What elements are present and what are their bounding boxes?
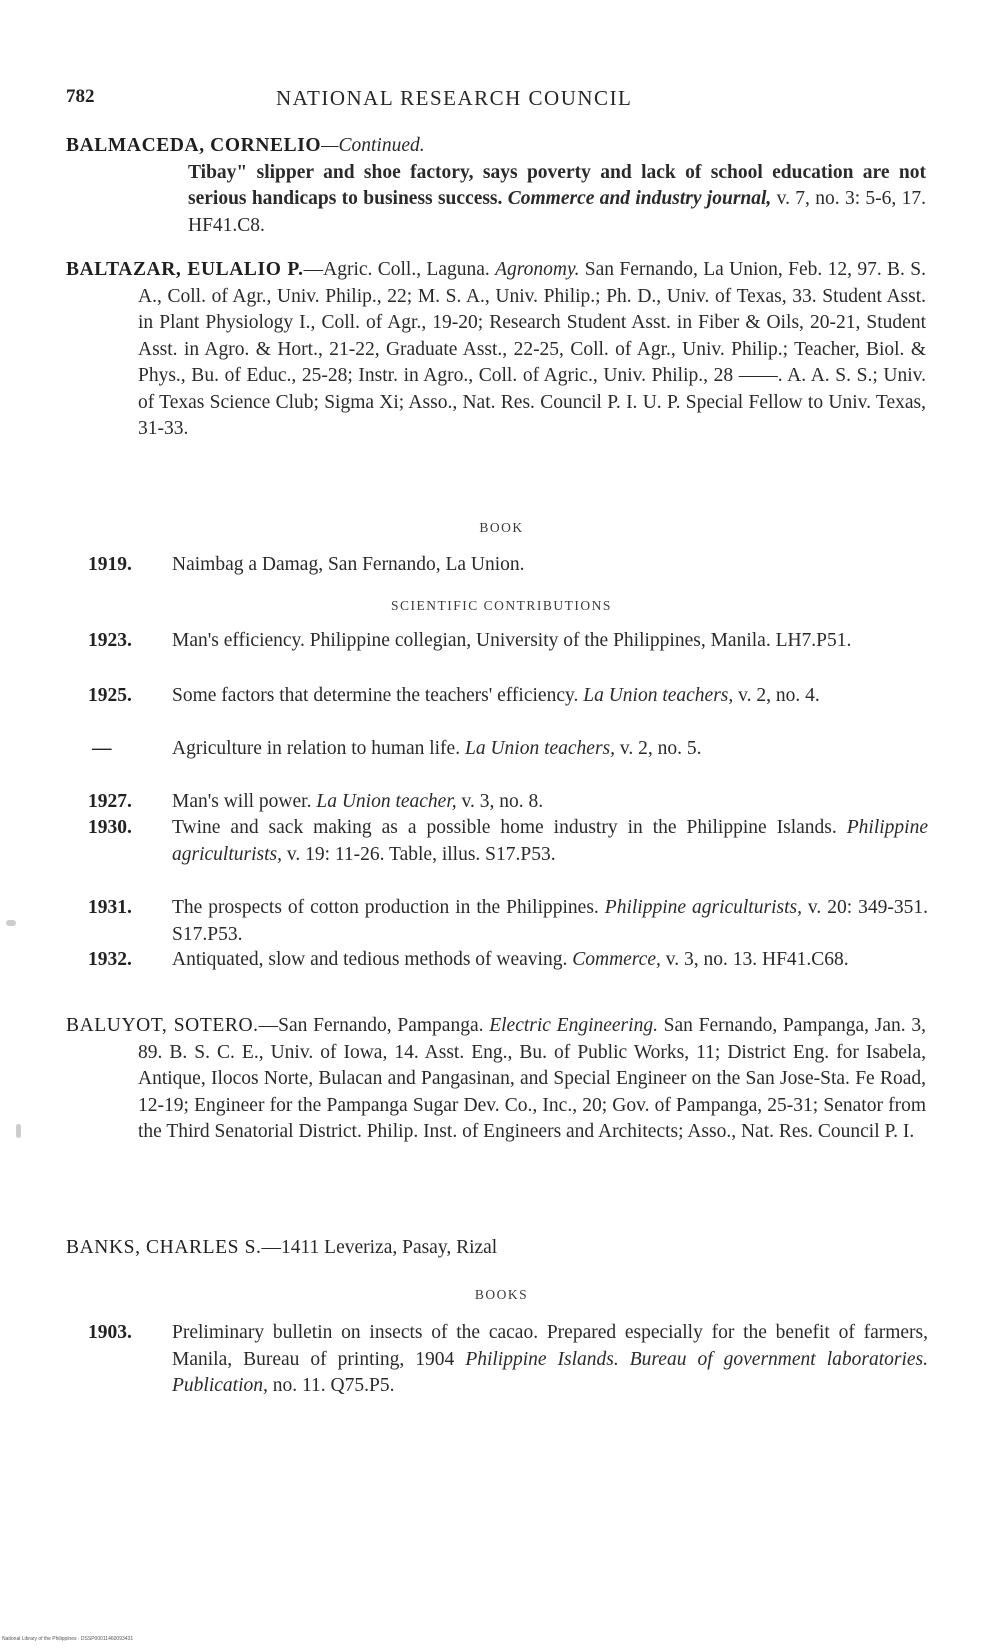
publication-citation: no. 11. Q75.P5. xyxy=(267,1375,395,1396)
contribution-item xyxy=(88,815,928,868)
contribution-citation: v. 2, no. 4. xyxy=(733,685,820,706)
contribution-citation: v. 3, no. 8. xyxy=(456,791,544,812)
footer-note: National Library of the Philippines · DSSP00011460093431 xyxy=(2,1636,134,1642)
publication-item xyxy=(88,1320,928,1400)
contribution-title: Some factors that determine the teachers' efficiency. xyxy=(172,685,584,706)
section-heading-scientific: SCIENTIFIC CONTRIBUTIONS xyxy=(391,598,612,613)
contribution-title: Antiquated, slow and tedious methods of weaving. xyxy=(172,949,573,970)
publication-year: 1903. xyxy=(88,1322,132,1343)
contribution-journal: Philippine agriculturists, xyxy=(172,817,928,865)
contribution-text xyxy=(172,947,928,974)
contribution-item xyxy=(88,947,928,974)
contribution-citation: v. 20: 349-351. S17.P53. xyxy=(172,897,929,945)
contribution-citation: v. 2, no. 5. xyxy=(615,738,702,759)
scan-mark xyxy=(16,1124,21,1138)
entry-affiliation: —1411 Leveriza, Pasay, Rizal xyxy=(261,1237,498,1258)
entry-field: Electric Engineering. xyxy=(489,1015,658,1036)
contribution-journal: Philippine agriculturists, xyxy=(604,897,802,918)
contribution-year: 1931. xyxy=(88,897,132,918)
publication-series: Philippine Islands. Bureau of government laboratories. Publication, xyxy=(172,1348,928,1396)
contribution-text xyxy=(172,736,928,763)
section-heading-books: BOOKS xyxy=(474,1287,529,1302)
contribution-title: Man's efficiency. Philippine collegian, University of the Philippines, Manila. LH7.P51. xyxy=(172,630,852,651)
contribution-item xyxy=(88,736,928,763)
journal-title: Commerce and industry journal, xyxy=(507,188,772,209)
entry-baltazar xyxy=(66,257,926,443)
entry-name: BALMACEDA, CORNELIO xyxy=(66,135,322,156)
contribution-year: 1923. xyxy=(88,630,132,651)
running-title: NATIONAL RESEARCH COUNCIL xyxy=(276,86,633,110)
contribution-text xyxy=(172,628,928,655)
entry-name: BALTAZAR, EULALIO P. xyxy=(66,259,304,280)
contribution-text xyxy=(172,815,928,868)
entry-affiliation: —Agric. Coll., Laguna. xyxy=(303,259,496,280)
entry-body xyxy=(188,160,926,240)
entry-name: BANKS, CHARLES S. xyxy=(66,1237,262,1258)
entry-field: Agronomy. xyxy=(495,259,580,280)
contribution-item xyxy=(88,683,928,710)
contribution-year: 1927. xyxy=(88,791,132,812)
contribution-title: Agriculture in relation to human life. xyxy=(172,738,465,759)
entry-baluyot xyxy=(66,1013,926,1146)
publication-item xyxy=(88,552,928,579)
entry-affiliation: —San Fernando, Pampanga. xyxy=(258,1015,490,1036)
contribution-citation: v. 19: 11-26. Table, illus. S17.P53. xyxy=(281,843,556,865)
contribution-year: 1930. xyxy=(88,817,132,838)
contribution-item xyxy=(88,789,928,816)
publication-text xyxy=(172,1320,928,1400)
publication-year: 1919. xyxy=(88,554,132,575)
contribution-title: Man's will power. xyxy=(172,791,317,812)
section-heading-book: BOOK xyxy=(479,520,524,535)
contribution-year: — xyxy=(92,738,112,759)
contribution-title: The prospects of cotton production in the Philippines. xyxy=(172,897,605,918)
entry-heading xyxy=(66,133,926,160)
entry-citation: v. 7, no. 3: 5-6, 17. HF41.C8. xyxy=(188,188,927,236)
entry-balmaceda xyxy=(66,133,926,239)
contribution-journal: La Union teachers, xyxy=(464,738,615,759)
entry-body xyxy=(66,1013,926,1146)
entry-name: BALUYOT, SOTERO. xyxy=(66,1015,259,1036)
contribution-item xyxy=(88,628,928,655)
contribution-text xyxy=(172,895,928,948)
contribution-journal: La Union teacher, xyxy=(316,791,457,812)
contribution-text xyxy=(172,789,928,816)
entry-body xyxy=(66,1235,926,1262)
continued-label: —Continued. xyxy=(321,135,425,156)
contribution-title: Twine and sack making as a possible home industry in the Philippine Islands. xyxy=(172,817,847,838)
entry-biography: San Fernando, La Union, Feb. 12, 97. B. S. A., Coll. of Agr., Univ. Philip., 22; M. S. A., Univ. Philip.; Ph. D., Univ. of Texas, 33. Student Asst. in Plant Physiology I., Coll. of Agr., 19-20; Research Student Asst. in Fiber & Oils, 20-21, Student Asst. in Agro. & Hort., 21-22, Graduate Asst., 22-25, Coll. of Agr., Univ. Philip.; Teacher, Biol. & Phys., Bu. of Educ., 25-28; Instr. in Agro., Coll. of Agric., Univ. Philip., 28 ——. A. A. S. S.; Univ. of Texas Science Club; Sigma Xi; Asso., Nat. Res. Council P. I. U. P. Special Fellow to Univ. Texas, 31-33. xyxy=(138,259,926,439)
publication-title: Preliminary bulletin on insects of the cacao. Prepared especially for the benefit of farmers, Manila, Bureau of printing, 1904 xyxy=(172,1322,928,1370)
page-header xyxy=(66,86,907,116)
contribution-text xyxy=(172,683,928,710)
contribution-journal: La Union teachers, xyxy=(583,685,734,706)
contribution-year: 1925. xyxy=(88,685,132,706)
contribution-item xyxy=(88,895,928,948)
entry-biography: San Fernando, Pampanga, Jan. 3, 89. B. S. C. E., Univ. of Iowa, 14. Asst. Eng., Bu. of Public Works, 11; District Eng. for Isabela, Antique, Ilocos Norte, Bulacan and Pangasinan, and Special Engineer on the San Jose-Sta. Fe Road, 12-19; Engineer for the Pampanga Sugar Dev. Co., Inc., 20; Gov. of Pampanga, 25-31; Senator from the Third Senatorial District. Philip. Inst. of Engineers and Architects; Asso., Nat. Res. Council P. I. xyxy=(138,1015,926,1142)
page-number: 782 xyxy=(66,86,95,107)
entry-body xyxy=(66,257,926,443)
scan-mark xyxy=(6,920,16,926)
contribution-journal: Commerce, xyxy=(572,949,661,970)
entry-banks xyxy=(66,1235,926,1262)
publication-text: Naimbag a Damag, San Fernando, La Union. xyxy=(172,554,525,575)
contribution-year: 1932. xyxy=(88,949,132,970)
entry-text: Tibay" slipper and shoe factory, says poverty and lack of school education are not serious handicaps to business success. xyxy=(188,161,926,209)
contribution-citation: v. 3, no. 13. HF41.C68. xyxy=(660,949,849,970)
